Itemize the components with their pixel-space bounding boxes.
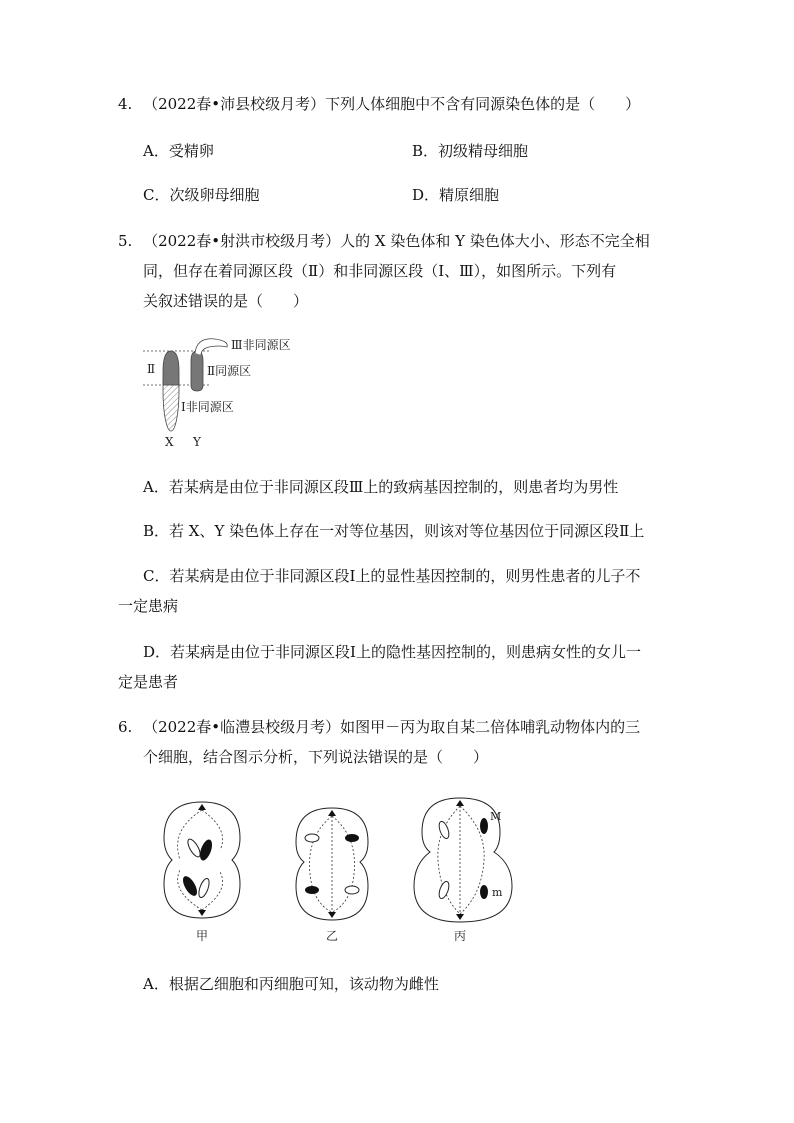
xy-chromosome-figure <box>135 333 335 453</box>
cell-jia <box>164 802 240 918</box>
question-4-text: （2022春•沛县校级月考）下列人体细胞中不含有同源染色体的是（ ） <box>143 95 641 113</box>
question-5-stem-line-3: 关叙述错误的是（ ） <box>143 292 309 310</box>
question-6-number: 6. <box>118 718 133 736</box>
question-4-option-b: B．初级精母细胞 <box>412 142 529 160</box>
question-4-stem <box>118 94 640 114</box>
question-5-stem-line-2: 同，但存在着同源区段（Ⅱ）和非同源区段（Ⅰ、Ⅲ），如图所示。下列有 <box>143 262 617 280</box>
region-iii-label: Ⅲ非同源区 <box>231 338 291 352</box>
question-5-option-d-line-1: D．若某病是由位于非同源区段Ⅰ上的隐性基因控制的，则患病女性的女儿一 <box>143 643 641 661</box>
cell-yi <box>296 808 368 920</box>
question-5-option-a: A．若某病是由位于非同源区段Ⅲ上的致病基因控制的，则患者均为男性 <box>143 478 619 496</box>
cell-jia-label: 甲 <box>196 929 209 943</box>
cell-bing-label: 丙 <box>454 929 467 943</box>
question-6-option-a: A．根据乙细胞和丙细胞可知，该动物为雌性 <box>143 975 439 993</box>
question-6-stem-line-1 <box>118 717 640 737</box>
question-4-option-d: D．精原细胞 <box>412 186 500 204</box>
question-4-option-a: A．受精卵 <box>143 142 214 160</box>
question-6-text-1: （2022春•临澧县校级月考）如图甲－丙为取自某二倍体哺乳动物体内的三 <box>143 718 641 736</box>
y-chromosome-label: Y <box>193 435 201 449</box>
cell-yi-label: 乙 <box>326 929 339 943</box>
question-5-option-c-line-2: 一定患病 <box>118 597 179 615</box>
cell-division-figure <box>140 790 530 950</box>
question-5-text-1: （2022春•射洪市校级月考）人的 X 染色体和 Y 染色体大小、形态不完全相 <box>143 232 650 250</box>
region-i-label: Ⅰ非同源区 <box>181 400 234 414</box>
question-6-stem-line-2: 个细胞，结合图示分析，下列说法错误的是（ ） <box>143 748 489 766</box>
question-4-number: 4. <box>118 95 133 113</box>
x-chromosome <box>163 351 179 431</box>
question-5-option-c-line-1: C．若某病是由位于非同源区段Ⅰ上的显性基因控制的，则男性患者的儿子不 <box>143 567 641 585</box>
question-5-stem-line-1 <box>118 231 650 251</box>
region-ii-label: Ⅱ同源区 <box>207 364 252 378</box>
region-ii-left-label: Ⅱ <box>147 362 156 376</box>
question-5-number: 5. <box>118 232 133 250</box>
question-5-option-d-line-2: 定是患者 <box>118 673 179 691</box>
x-chromosome-label: X <box>165 435 174 449</box>
gene-m-upper-label: M <box>490 810 502 823</box>
question-5-option-b: B．若 X、Y 染色体上存在一对等位基因，则该对等位基因位于同源区段Ⅱ上 <box>143 522 645 540</box>
question-4-option-c: C．次级卵母细胞 <box>143 186 260 204</box>
gene-m-lower-label: m <box>492 886 503 899</box>
